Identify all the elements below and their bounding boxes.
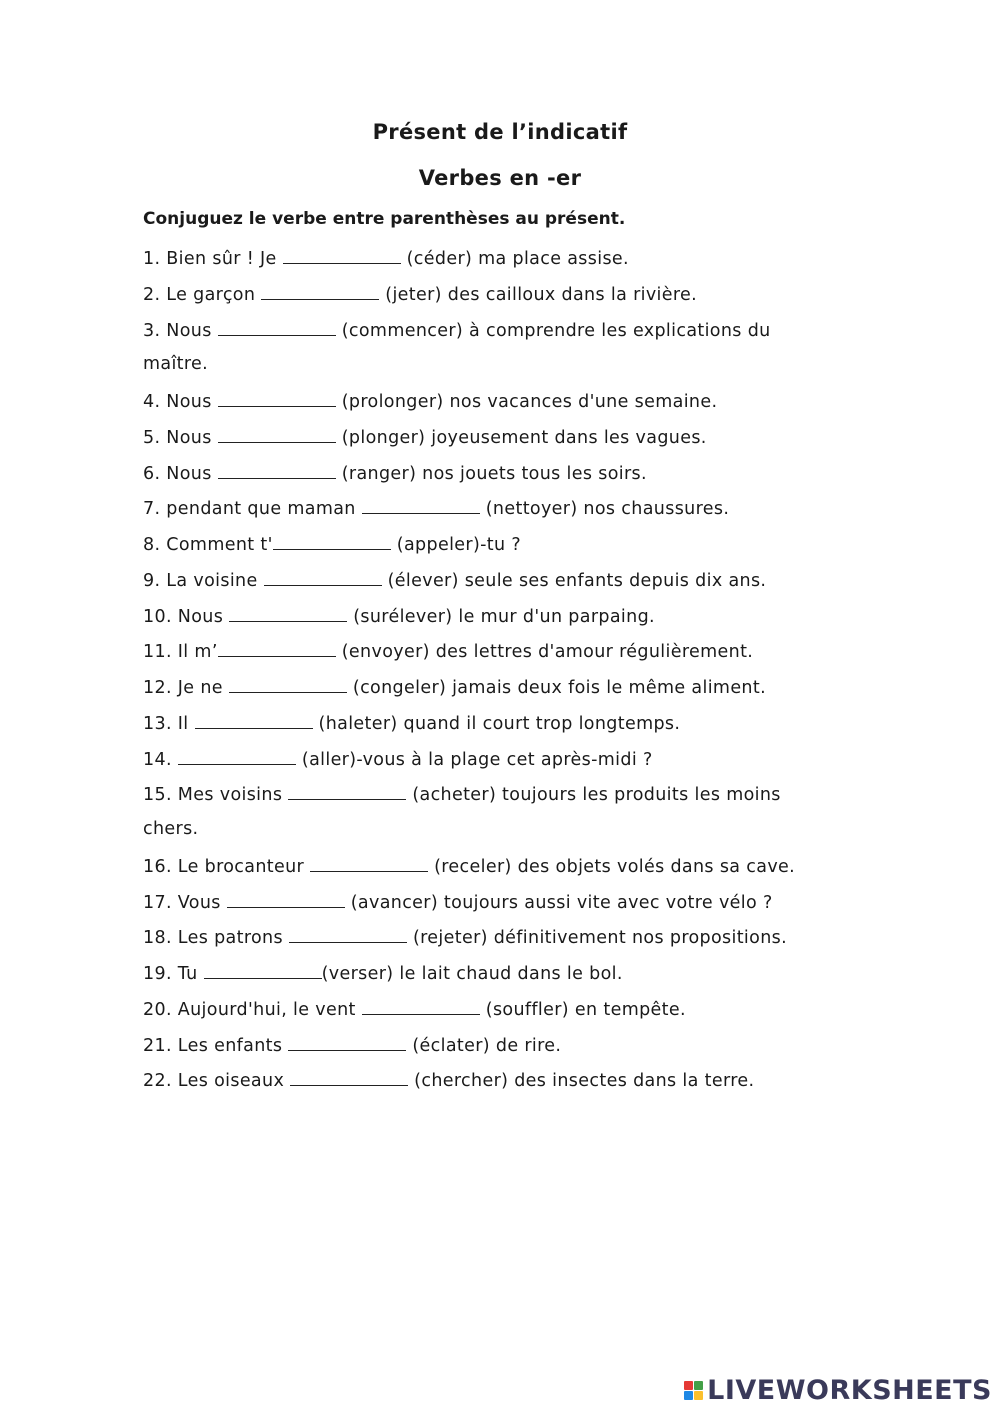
liveworksheets-logo-icon <box>684 1381 703 1400</box>
answer-blank[interactable] <box>288 781 406 800</box>
page-title: Présent de l’indicatif <box>372 120 628 144</box>
exercise-item <box>143 567 766 593</box>
exercise-prompt: 3. Nous <box>143 320 212 341</box>
exercise-item <box>143 889 773 915</box>
exercise-item <box>143 460 647 486</box>
exercise-prompt: 12. Je ne <box>143 678 223 698</box>
exercise-item <box>143 424 707 450</box>
exercise-verb-hint: (nettoyer) nos chaussures. <box>485 499 730 520</box>
exercise-verb-hint: (envoyer) des lettres d'amour régulièrement. <box>341 642 754 663</box>
exercise-verb-hint: (appeler)-tu ? <box>396 535 522 555</box>
answer-blank[interactable] <box>227 889 345 908</box>
exercise-continuation: maître. <box>143 354 209 375</box>
brand-text: LIVEWORKSHEETS <box>707 1374 992 1406</box>
exercise-prompt: 20. Aujourd'hui, le vent <box>143 999 356 1020</box>
exercise-item <box>143 317 771 343</box>
exercise-verb-hint: (aller)-vous à la plage cet après-midi ? <box>301 749 653 770</box>
exercise-prompt: 7. pendant que maman <box>143 499 356 520</box>
answer-blank[interactable] <box>288 1032 406 1051</box>
exercise-verb-hint: (céder) ma place assise. <box>406 249 629 269</box>
exercise-verb-hint: (acheter) toujours les produits les moins <box>412 785 781 806</box>
logo-square <box>684 1381 693 1390</box>
answer-blank[interactable] <box>362 996 480 1015</box>
exercise-prompt: 11. Il m’ <box>143 642 218 663</box>
exercise-verb-hint: (prolonger) nos vacances d'une semaine. <box>341 392 718 412</box>
answer-blank[interactable] <box>261 281 379 300</box>
answer-blank[interactable] <box>264 567 382 586</box>
answer-blank[interactable] <box>229 674 347 693</box>
exercise-prompt: 14. <box>143 749 172 770</box>
logo-square <box>694 1381 703 1390</box>
exercise-item <box>143 638 753 664</box>
exercise-item <box>143 710 680 736</box>
exercise-verb-hint: (éclater) de rire. <box>412 1035 562 1056</box>
exercise-prompt: 15. Mes voisins <box>143 785 283 806</box>
answer-blank[interactable] <box>283 245 401 264</box>
answer-blank[interactable] <box>218 388 336 407</box>
exercise-prompt: 13. Il <box>143 713 189 734</box>
exercise-verb-hint: (plonger) joyeusement dans les vagues. <box>341 427 707 448</box>
logo-square <box>684 1391 693 1400</box>
instructions: Conjuguez le verbe entre parenthèses au présent. <box>143 209 626 229</box>
exercise-continuation: chers. <box>143 819 199 839</box>
answer-blank[interactable] <box>362 495 480 514</box>
answer-blank[interactable] <box>229 603 347 622</box>
exercise-verb-hint: (commencer) à comprendre les explications du <box>341 320 771 341</box>
exercise-item <box>143 924 787 950</box>
exercise-prompt: 18. Les patrons <box>143 928 283 949</box>
exercise-item <box>143 996 686 1022</box>
exercise-item <box>143 495 729 521</box>
logo-square <box>694 1391 703 1400</box>
answer-blank[interactable] <box>310 853 428 872</box>
exercise-verb-hint: (congeler) jamais deux fois le même aliment. <box>352 678 766 698</box>
exercise-item <box>143 746 653 772</box>
exercise-prompt: 9. La voisine <box>143 570 258 591</box>
exercise-prompt: 17. Vous <box>143 892 221 913</box>
exercise-item <box>143 781 781 807</box>
exercise-prompt: 1. Bien sûr ! Je <box>143 249 277 269</box>
exercise-verb-hint: (receler) des objets volés dans sa cave. <box>434 856 796 877</box>
answer-blank[interactable] <box>204 960 322 979</box>
page-subtitle: Verbes en -er <box>418 166 582 190</box>
exercise-item <box>143 674 766 700</box>
answer-blank[interactable] <box>195 710 313 729</box>
exercise-prompt: 4. Nous <box>143 392 212 412</box>
answer-blank[interactable] <box>290 1067 408 1086</box>
exercise-verb-hint: (surélever) le mur d'un parpaing. <box>353 606 655 627</box>
answer-blank[interactable] <box>218 460 336 479</box>
exercise-verb-hint: (élever) seule ses enfants depuis dix ans. <box>387 570 767 591</box>
exercise-item <box>143 245 629 271</box>
exercise-item <box>143 281 697 307</box>
exercise-verb-hint: (rejeter) définitivement nos propositions. <box>412 928 788 949</box>
exercise-prompt: 16. Le brocanteur <box>143 856 305 877</box>
exercise-item <box>143 603 655 629</box>
exercise-item <box>143 531 521 557</box>
exercise-prompt: 5. Nous <box>143 427 212 448</box>
exercise-item <box>143 853 795 879</box>
exercise-prompt: 2. Le garçon <box>143 284 256 305</box>
exercise-verb-hint: (ranger) nos jouets tous les soirs. <box>341 463 647 484</box>
exercise-verb-hint: (verser) le lait chaud dans le bol. <box>321 964 623 984</box>
answer-blank[interactable] <box>273 531 391 550</box>
exercise-item <box>143 1032 561 1058</box>
exercise-prompt: 22. Les oiseaux <box>143 1071 285 1092</box>
exercise-prompt: 8. Comment t' <box>143 535 273 555</box>
exercise-verb-hint: (avancer) toujours aussi vite avec votre vélo ? <box>350 892 773 913</box>
exercise-item <box>143 1067 754 1093</box>
liveworksheets-brand <box>684 1373 992 1407</box>
exercise-verb-hint: (souffler) en tempête. <box>485 999 686 1020</box>
answer-blank[interactable] <box>218 424 336 443</box>
exercise-verb-hint: (chercher) des insectes dans la terre. <box>414 1071 755 1092</box>
answer-blank[interactable] <box>178 746 296 765</box>
exercise-prompt: 10. Nous <box>143 606 224 627</box>
exercise-verb-hint: (jeter) des cailloux dans la rivière. <box>385 284 698 305</box>
exercise-prompt: 19. Tu <box>143 964 198 984</box>
exercise-verb-hint: (haleter) quand il court trop longtemps. <box>318 713 681 734</box>
exercise-prompt: 21. Les enfants <box>143 1035 283 1056</box>
answer-blank[interactable] <box>289 924 407 943</box>
exercise-prompt: 6. Nous <box>143 463 212 484</box>
exercise-item <box>143 960 623 986</box>
answer-blank[interactable] <box>218 317 336 336</box>
exercise-item <box>143 388 717 414</box>
answer-blank[interactable] <box>218 638 336 657</box>
